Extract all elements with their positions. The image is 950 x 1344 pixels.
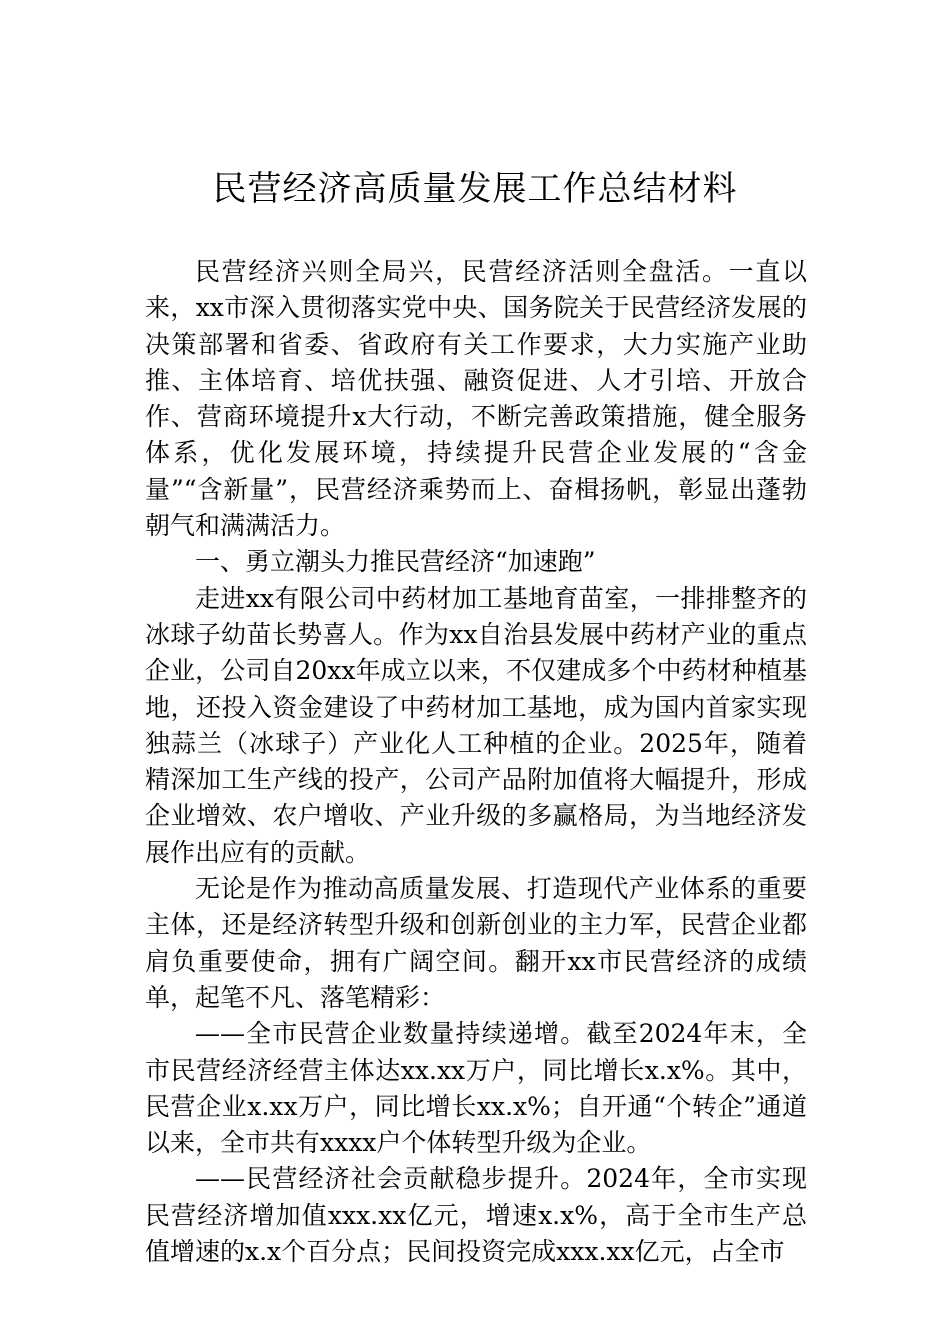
section-heading-1: 一、勇立潮头力推民营经济“加速跑” <box>195 547 596 577</box>
paragraph-company-example: 走进xx有限公司中药材加工基地育苗室，一排排整齐的冰球子幼苗长势喜人。作为xx自治县发展中药材产业的重点企业，公司自20xx年成立以来，不仅建成多个中药材种植基地，还投入资金建设了中药材加工基地，成为国内首家实现独蒜兰（冰球子）产业化人工种植的企业。2025年，随着精深加工生产线的投产，公司产品附加值将大幅提升，形成企业增效、农户增收、产业升级的多赢格局，为当地经济发展作出应有的贡献。 <box>145 583 807 867</box>
paragraph-intro: 民营经济兴则全局兴，民营经济活则全盘活。一直以来，xx市深入贯彻落实党中央、国务院关于民营经济发展的决策部署和省委、省政府有关工作要求，大力实施产业助推、主体培育、培优扶强、融资促进、人才引培、开放合作、营商环境提升x大行动，不断完善政策措施，健全服务体系，优化发展环境，持续提升民营企业发展的“含金量”“含新量”，民营经济乘势而上、奋楫扬帆，彰显出蓬勃朝气和满满活力。 <box>145 257 807 541</box>
document-title: 民营经济高质量发展工作总结材料 <box>212 169 738 209</box>
document-body <box>145 254 807 1270</box>
paragraph-enterprise-count: ——全市民营企业数量持续递增。截至2024年末，全市民营经济经营主体达xx.xx万户，同比增长x.x%。其中，民营企业x.xx万户，同比增长xx.x%；自开通“个转企”通道以来，全市共有xxxx户个体转型升级为企业。 <box>145 1019 807 1158</box>
paragraph-role: 无论是作为推动高质量发展、打造现代产业体系的重要主体，还是经济转型升级和创新创业的主力军，民营企业都肩负重要使命，拥有广阔空间。翻开xx市民营经济的成绩单，起笔不凡、落笔精彩： <box>145 874 807 1012</box>
paragraph-social-contribution: ——民营经济社会贡献稳步提升。2024年，全市实现民营经济增加值xxx.xx亿元，增速x.x%，高于全市生产总值增速的x.x个百分点；民间投资完成xxx.xx亿元，占全市 <box>145 1164 807 1267</box>
